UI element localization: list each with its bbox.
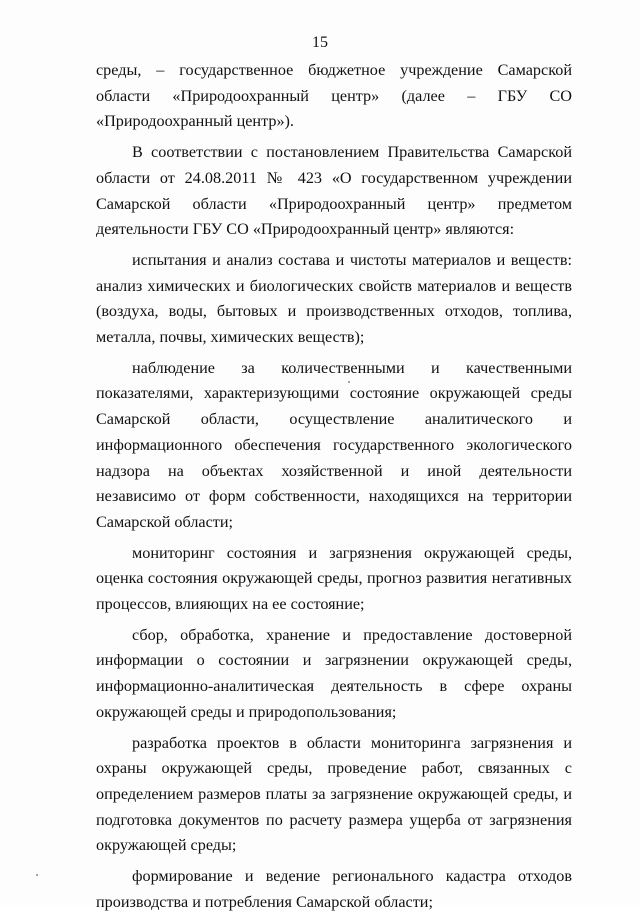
list-item-testing: испытания и анализ состава и чистоты материалов и веществ: анализ химических и биологических свойств материалов и веществ (воздуха, воды, бытовых и производственных отходов, топлива, металла, почвы, химических веществ);	[96, 250, 572, 347]
list-item-observation: наблюдение за количественными и качественными показателями, характеризующими состояние окружающей среды Самарской области, осуществление аналитического и информационного обеспечения государственного экологического надзора на объектах хозяйственной и иной деятельности независимо от форм собственности, находящихся на территории Самарской области;	[96, 358, 572, 531]
scan-speck	[36, 874, 38, 876]
scan-speck	[348, 381, 350, 383]
body-text	[96, 58, 572, 916]
paragraph-continuation: среды, – государственное бюджетное учреждение Самарской области «Природоохранный центр» (далее – ГБУ СО «Природоохранный центр»).	[96, 61, 572, 131]
list-item-cadastre: формирование и ведение регионального кадастра отходов производства и потребления Самарской области;	[96, 867, 572, 911]
list-item-projects: разработка проектов в области мониторинга загрязнения и охраны окружающей среды, проведение работ, связанных с определением размеров платы за загрязнение окружающей среды, и подготовка документов по расчету размера ущерба от загрязнения окружающей среды;	[96, 733, 572, 855]
paragraph-resolution: В соответствии с постановлением Правительства Самарской области от 24.08.2011 № 423 «О государственном учреждении Самарской области «Природоохранный центр» предметом деятельности ГБУ СО «Природоохранный центр» являются:	[96, 143, 572, 239]
list-item-monitoring: мониторинг состояния и загрязнения окружающей среды, оценка состояния окружающей среды, прогноз развития негативных процессов, влияющих на ее состояние;	[96, 543, 572, 614]
list-item-information: сбор, обработка, хранение и предоставление достоверной информации о состоянии и загрязнении окружающей среды, информационно-аналитическая деятельность в сфере охраны окружающей среды и природопользования;	[96, 625, 572, 721]
page-number: 15	[312, 34, 328, 51]
